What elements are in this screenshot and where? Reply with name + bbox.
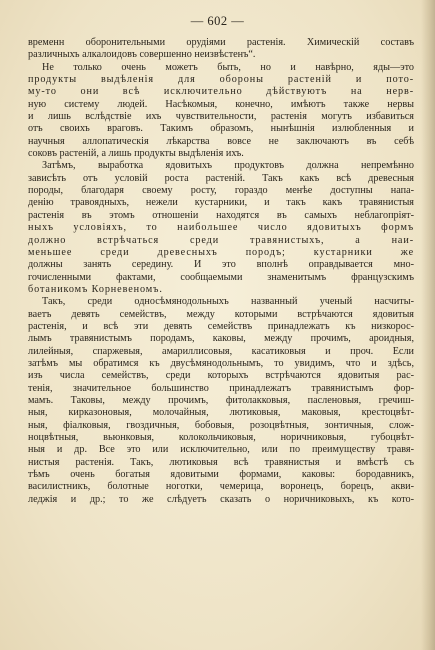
text-line: продукты выдѣленія для обороны растеній и пото- (28, 74, 414, 86)
text-line: зависѣть отъ условій роста растеній. Такъ какъ всѣ древесныя (28, 172, 414, 184)
text-line: денію травоядныхъ, нежели кустарники, и такъ какъ травянистыя (28, 197, 414, 209)
text-line: затѣмъ мы обратимся къ двусѣмянодольнымъ, то увидимъ, что и здѣсь, (28, 357, 414, 369)
text-line: ноцвѣтныя, вьюнковыя, колокольчиковыя, норичниковыя, губоцвѣт- (28, 432, 414, 443)
text-line: тенія, значительное большинство принадлежатъ травянистымъ фор- (28, 382, 414, 394)
text-line: отъ своихъ враговъ. Такимъ образомъ, нынѣшнія излюбленныя и (28, 123, 414, 135)
text-line: лилейныя, спаржевыя, амариллисовыя, касатиковыя и проч. Если (28, 345, 414, 357)
text-line: должны занять середину. И это вполнѣ оправдывается мно- (28, 259, 414, 271)
text-line: растенія въ этомъ отношеніи находятся въ самыхъ неблагопріят- (28, 209, 414, 221)
text-line: тѣмъ очень богатыя ядовитыми формами, каковы: бородавникъ, (28, 469, 414, 481)
text-line: растенія, и всѣ эти девять семействъ принадлежатъ къ низкорос- (28, 320, 414, 332)
text-line: научныя аллопатическія лѣкарства вовсе не заключаютъ въ себѣ (28, 135, 414, 147)
text-line: должно встрѣчаться среди травянистыхъ, а наи- (28, 234, 414, 246)
text-line: породы, благодаря своему росту, гораздо менѣе доступны напа- (28, 185, 414, 197)
text-line: Не только очень можетъ быть, но и навѣрно, яды—это (42, 61, 414, 73)
text-line: Затѣмъ, выработка ядовитыхъ продуктовъ должна непремѣнно (42, 160, 414, 172)
text-line: соковъ растеній, а лишь продукты выдѣленія ихъ. (28, 148, 244, 160)
text-line: ваетъ девять семействъ, между которыми встрѣчаются ядовитыя (28, 308, 414, 320)
text-line: лымъ травянистымъ породамъ, каковы, между прочимъ, ароидныя, (28, 333, 414, 345)
text-line: изъ числа семействъ, среди которыхъ встрѣчаются ядовитыя рас- (28, 370, 414, 382)
text-line: и лишь вслѣдствіе ихъ чувствительности, растенія могутъ избавиться (28, 111, 414, 123)
text-line: нистыя растенія. Такъ, лютиковыя всѣ травянистыя и вмѣстѣ съ (28, 456, 414, 468)
text-line: ныхъ условіяхъ, то наибольшее число ядовитыхъ формъ (28, 222, 414, 234)
body-text (28, 37, 414, 506)
page-edge-shadow (421, 0, 435, 650)
text-line: ныя, кирказоновыя, молочайныя, лютиковыя, маковыя, крестоцвѣт- (28, 407, 414, 419)
text-line: му-то они всѣ исключительно дѣйствуютъ на нерв- (28, 86, 414, 98)
text-line: мамъ. Таковы, между прочимъ, фитолакковыя, пасленовыя, гречиш- (28, 394, 414, 406)
text-line: ныя и др. Все это или исключительно, или по преимуществу травя- (28, 444, 414, 456)
text-line: различныхъ алкалоидовъ совершенно неизвѣстенъ“. (28, 49, 256, 61)
text-line: ныя, фіалковыя, гвоздичныя, бобовыя, розоцвѣтныя, зонтичныя, слож- (28, 419, 414, 431)
text-line: меньшее среди древесныхъ породъ; кустарники же (28, 246, 414, 258)
text-line: ботаникомъ Корневеномъ. (28, 283, 163, 295)
text-line: Такъ, среди односѣмянодольныхъ названный ученый насчиты- (42, 296, 414, 308)
text-line: гочисленными фактами, сообщаемыми знаменитымъ французскимъ (28, 271, 414, 283)
text-line: василистникъ, болотные ноготки, чемерица, воронецъ, борецъ, акви- (28, 481, 414, 493)
text-line: ную систему людей. Насѣкомыя, конечно, имѣютъ также нервы (28, 98, 414, 110)
page-number: — 602 — (190, 14, 245, 28)
text-line: временн оборонительными орудіями растенія. Химическій составъ (28, 37, 414, 48)
text-line: леджія и др.; то же слѣдуетъ сказать о норичниковыхъ, къ кото- (28, 493, 414, 505)
